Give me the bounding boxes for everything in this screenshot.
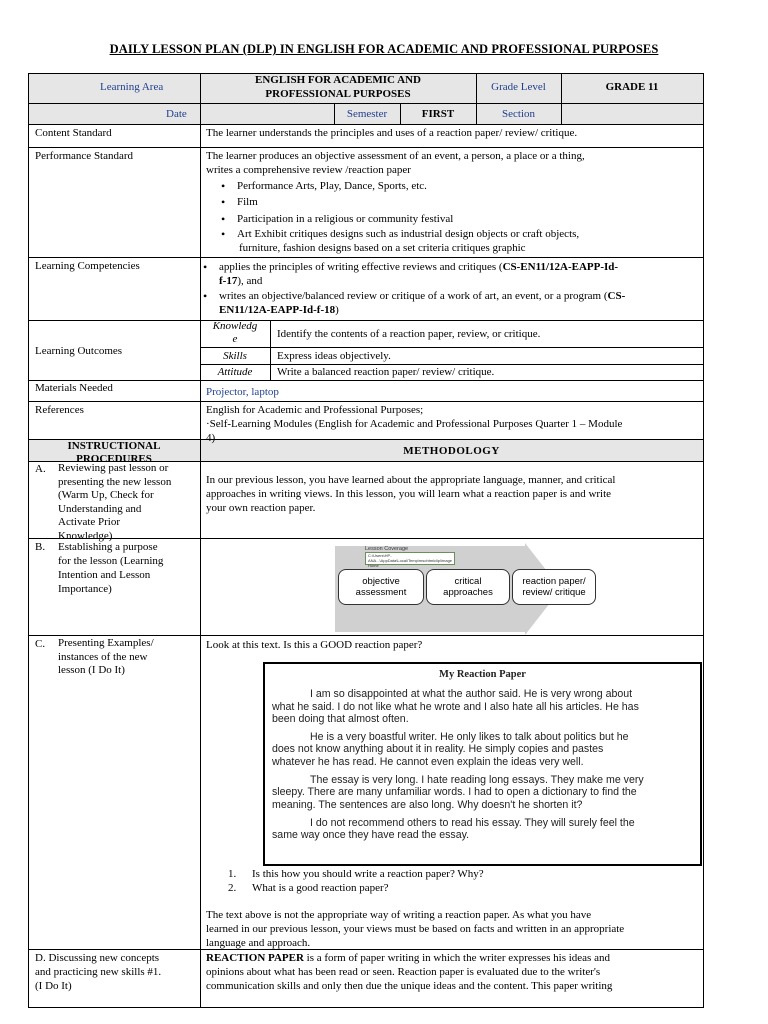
closing-line: learned in our previous lesson, your views must be based on facts and written in an appropriate xyxy=(206,923,625,935)
step-c-questions xyxy=(228,867,698,895)
semester-value: FIRST xyxy=(421,108,455,120)
knowledge-label-a: Knowledg xyxy=(212,320,258,332)
content-standard-value: The learner understands the principles and uses of a reaction paper/ review/ critique. xyxy=(206,127,578,139)
diagram-tag: Lesson Coverage xyxy=(365,546,409,552)
closing-line: language and approach. xyxy=(206,937,311,949)
step-c-label xyxy=(58,637,198,678)
essay-paragraph xyxy=(272,688,695,725)
step-a-content xyxy=(206,473,702,515)
step-a-line: Reviewing past lesson or xyxy=(58,462,169,474)
knowledge-value: Identify the contents of a reaction paper, review, or critique. xyxy=(277,328,541,340)
step-b-line: Establishing a purpose xyxy=(58,541,158,553)
reaction-paper-example xyxy=(263,662,702,866)
step-d-content-line: opinions about what has been read or seen. Reaction paper is evaluated due to the writer's xyxy=(206,966,601,978)
skills-value: Express ideas objectively. xyxy=(277,350,391,362)
step-a-content-line: your own reaction paper. xyxy=(206,502,316,514)
knowledge-label-b: e xyxy=(232,333,238,345)
methodology-header: METHODOLOGY xyxy=(403,445,500,457)
box3-line2: review/ critique xyxy=(522,587,586,598)
performance-standard-value xyxy=(206,149,700,255)
objective-assessment-box xyxy=(338,569,424,605)
box2-line2: approaches xyxy=(443,587,493,598)
step-a-line: Understanding and xyxy=(58,502,142,515)
step-a-content-line: In our previous lesson, you have learned about the appropriate language, manner, and critical xyxy=(206,474,616,486)
list-item: • Participation in a religious or community festival xyxy=(221,211,700,227)
competency1-code: CS-EN11/12A-EAPP-Id- xyxy=(502,261,619,273)
question-text: What is a good reaction paper? xyxy=(252,882,389,894)
skills-label: Skills xyxy=(223,350,247,362)
competency2-code: CS- xyxy=(607,290,626,302)
step-b-label xyxy=(58,540,198,596)
bullet4-line1: Art Exhibit critiques designs such as industrial design objects or craft objects, xyxy=(237,227,580,240)
box1-line2: assessment xyxy=(355,587,407,598)
procedures-header-left xyxy=(28,440,200,465)
references-line3: 4) xyxy=(206,432,216,444)
step-d-content xyxy=(206,951,702,993)
bullet4-line2: furniture, fashion designs based on a set criteria critiques graphic xyxy=(239,241,526,254)
essay-paragraph xyxy=(272,731,695,768)
step-b-line: for the lesson (Learning xyxy=(58,555,164,567)
essay-body xyxy=(265,688,700,841)
materials-label: Materials Needed xyxy=(35,382,113,394)
performance-standard-line1: The learner produces an objective assessment of an event, a person, a place or a thing, xyxy=(206,150,585,162)
step-b-line: Intention and Lesson xyxy=(58,569,151,581)
learning-outcomes-label: Learning Outcomes xyxy=(35,345,123,357)
section-label: Section xyxy=(502,108,535,120)
essay-paragraph xyxy=(272,774,695,811)
essay-heading: My Reaction Paper xyxy=(439,669,526,680)
essay-line: He is a very boastful writer. He only likes to talk about politics but he xyxy=(310,731,629,744)
step-d-line: and practicing new skills #1. xyxy=(35,966,162,978)
competency1-text: applies the principles of writing effective reviews and critiques ( xyxy=(219,261,503,273)
learning-area-value-line2: PROFESSIONAL PURPOSES xyxy=(265,87,411,100)
diagram-note-line2: Home xyxy=(368,563,379,568)
performance-standard-line2: writes a comprehensive review /reaction paper xyxy=(206,164,411,176)
step-b-line: Importance) xyxy=(58,583,112,595)
competency1-tail: ), and xyxy=(237,275,263,287)
step-c-intro: Look at this text. Is this a GOOD reaction paper? xyxy=(206,639,423,651)
learning-competencies-label: Learning Competencies xyxy=(35,260,140,272)
attitude-label: Attitude xyxy=(217,366,253,378)
critical-approaches-box xyxy=(426,569,510,605)
essay-line: I do not recommend others to read his essay. They will surely feel the xyxy=(310,816,635,829)
list-item xyxy=(221,227,700,255)
step-a-line: presenting the new lesson xyxy=(58,475,172,488)
step-d-content-line xyxy=(206,951,702,965)
references-line2: ·Self-Learning Modules (English for Academic and Professional Purposes Quarter 1 – Module xyxy=(206,418,623,430)
box2-line1: critical xyxy=(454,576,482,587)
references-line1: English for Academic and Professional Purposes; xyxy=(206,404,424,416)
competency2-tail: ) xyxy=(335,304,339,316)
step-a-line: Activate Prior xyxy=(58,516,121,528)
content-standard-label: Content Standard xyxy=(35,127,112,139)
attitude-value: Write a balanced reaction paper/ review/ critique. xyxy=(277,366,495,378)
step-a-line: Knowledge) xyxy=(58,529,113,542)
grade-level-label: Grade Level xyxy=(491,81,546,93)
box3-line1: reaction paper/ xyxy=(522,576,586,587)
step-d-line1-rest: is a form of paper writing in which the writer expresses his ideas and xyxy=(303,952,610,964)
step-c-closing xyxy=(206,908,702,950)
learning-area-label: Learning Area xyxy=(100,81,164,93)
list-item: • Film xyxy=(221,194,700,210)
box1-line1: objective xyxy=(362,576,400,587)
references-label: References xyxy=(35,404,84,416)
essay-line: same way once they have read the essay. xyxy=(272,829,470,842)
competency1-code-b: f-17 xyxy=(219,275,238,287)
step-d-line: D. Discussing new concepts xyxy=(35,952,160,964)
essay-paragraph xyxy=(272,817,695,842)
lesson-coverage-diagram xyxy=(335,543,605,635)
performance-standard-list xyxy=(221,178,700,255)
reaction-paper-term: REACTION PAPER xyxy=(206,952,304,964)
essay-line: whatever he has read. He cannot even explain the ideas very well. xyxy=(272,755,584,768)
essay-line: The essay is very long. I hate reading long essays. They make me very xyxy=(310,774,644,787)
procedures-header-line1: INSTRUCTIONAL xyxy=(67,440,161,452)
date-label: Date xyxy=(166,108,187,120)
step-d-content-line: communication skills and only then due the unique ideas and the content. This paper writing xyxy=(206,980,613,992)
competency2-code-b: EN11/12A-EAPP-Id-f-18 xyxy=(219,304,336,316)
list-item: • Performance Arts, Play, Dance, Sports, etc. xyxy=(221,178,700,194)
materials-value: Projector, laptop xyxy=(206,386,279,398)
diagram-note xyxy=(365,552,455,568)
document-title: DAILY LESSON PLAN (DLP) IN ENGLISH FOR ACADEMIC AND PROFESSIONAL PURPOSES xyxy=(109,42,659,56)
question-item xyxy=(228,881,698,895)
question-text: Is this how you should write a reaction paper? Why? xyxy=(252,868,484,880)
step-c-letter: C. xyxy=(35,638,46,650)
essay-line: what he said. I do not like what he wrote and I also hate all his articles. He has xyxy=(272,700,639,713)
reaction-paper-box xyxy=(512,569,596,605)
grade-level-value: GRADE 11 xyxy=(605,81,659,93)
references-value xyxy=(206,403,700,444)
essay-line: does not know anything about it in reality. He simply copies and pastes xyxy=(272,743,604,756)
step-a-content-line: approaches in writing views. In this lesson, you will learn what a reaction paper is and write xyxy=(206,488,612,500)
competencies-list xyxy=(203,260,701,317)
essay-line: been doing that almost often. xyxy=(272,712,409,725)
step-d-line: (I Do It) xyxy=(35,980,72,992)
learning-area-value xyxy=(200,74,476,101)
knowledge-label xyxy=(200,320,270,346)
learning-competencies-value xyxy=(203,260,701,317)
step-a-label xyxy=(58,462,198,542)
learning-area-value-line1: ENGLISH FOR ACADEMIC AND xyxy=(255,74,421,86)
essay-line: I am so disappointed at what the author said. He is very wrong about xyxy=(310,688,633,701)
essay-line: meaning. The sentences are also long. Why doesn't he shorten it? xyxy=(272,798,583,811)
list-item xyxy=(203,260,701,288)
semester-label: Semester xyxy=(346,108,388,120)
step-d-label xyxy=(35,951,200,993)
question-number: 2. xyxy=(228,882,237,894)
closing-line: The text above is not the appropriate way of writing a reaction paper. As what you have xyxy=(206,909,592,921)
diagram-note-line: C:\Users\HP-ANA...\AppData\Local\Temp\msohtmlclip\image xyxy=(368,553,453,563)
question-number: 1. xyxy=(228,868,237,880)
step-b-letter: B. xyxy=(35,541,46,553)
step-c-line: Presenting Examples/ xyxy=(58,637,154,649)
step-c-line: instances of the new xyxy=(58,650,148,663)
step-a-line: (Warm Up, Check for xyxy=(58,489,154,501)
step-c-line: lesson (I Do It) xyxy=(58,664,125,676)
competency2-text: writes an objective/balanced review or critique of a work of art, an event, or a program ( xyxy=(219,290,608,302)
list-item xyxy=(203,289,701,317)
question-item xyxy=(228,867,698,881)
performance-standard-label: Performance Standard xyxy=(35,150,134,162)
step-a-letter: A. xyxy=(35,463,46,475)
procedures-header-line2: PROCEDURES xyxy=(76,453,152,465)
essay-line: sleepy. There are many unfamiliar words. I had to open a dictionary to find the xyxy=(272,786,637,799)
